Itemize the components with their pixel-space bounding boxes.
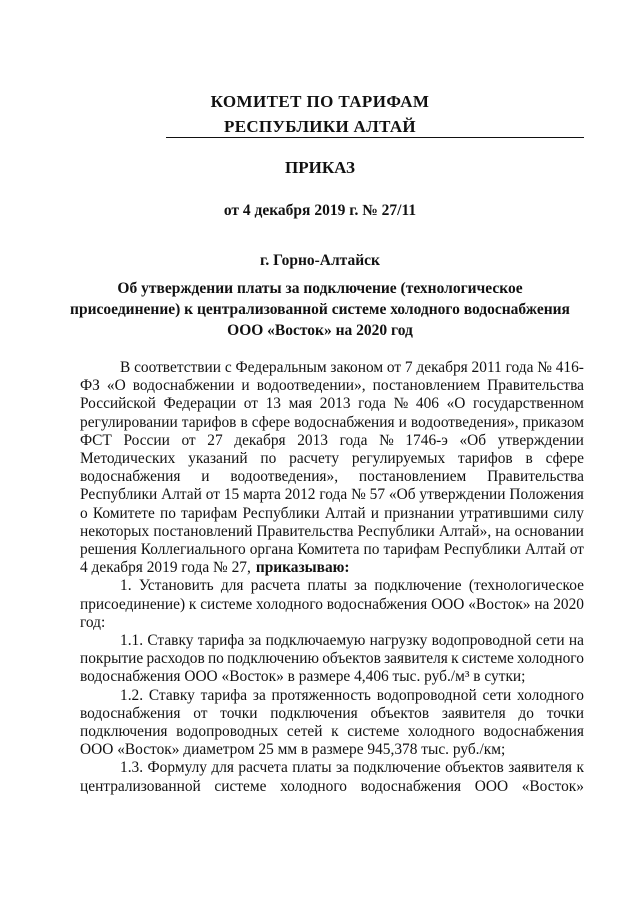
text-line: водоснабжения от точки подключения объектов заявителя до точки (80, 704, 584, 722)
text-line: 1.3. Формулу для расчета платы за подключение объектов заявителя к (120, 759, 584, 777)
preamble-date: 4 декабря 2019 года № 27, (80, 559, 251, 577)
order-city: г. Горно-Алтайск (260, 252, 380, 269)
subject-line: присоединение) к централизованной системе холодного водоснабжения (70, 301, 570, 318)
clause-1-2 (80, 687, 584, 760)
text-line: 1.1. Ставку тарифа за подключаемую нагрузку водопроводной сети на (120, 632, 584, 650)
header-divider (166, 137, 584, 138)
text-line: ФЗ «О водоснабжении и водоотведении», постановлением Правительства (80, 377, 584, 395)
text-line: ФСТ России от 27 декабря 2013 года № 1746-э «Об утверждении (80, 431, 584, 449)
subject-line: ООО «Восток» на 2020 год (227, 322, 413, 339)
text-line: подключения водопроводных сетей к системе холодного водоснабжения (80, 723, 584, 741)
order-title: ПРИКАЗ (285, 158, 355, 177)
preamble-paragraph (80, 359, 584, 577)
order-subject (0, 278, 640, 341)
order-date: от 4 декабря 2019 г. № 27/11 (223, 202, 417, 219)
subject-line: Об утверждении платы за подключение (технологическое (117, 280, 523, 297)
text-line: покрытие расходов по подключению объектов заявителя к системе холодного (80, 650, 584, 668)
text-line (80, 559, 584, 577)
text-line: 1. Установить для расчета платы за подключение (технологическое (120, 577, 584, 595)
committee-title: КОМИТЕТ ПО ТАРИФАМ (210, 92, 430, 111)
text-line: 1.2. Ставку тарифа за протяженность водопроводной сети холодного (120, 686, 584, 704)
text-line: присоединение) к системе холодного водоснабжения ООО «Восток» на 2020 (80, 595, 584, 613)
clause-1 (80, 577, 584, 632)
text-line: Российской Федерации от 13 мая 2013 года № 406 «О государственном (80, 395, 584, 413)
order-body (80, 359, 584, 796)
text-line: решения Коллегиального органа Комитета по тарифам Республики Алтай от (80, 541, 584, 559)
text-line: регулировании тарифов в сфере водоснабжения и водоотведения», приказом (80, 413, 584, 431)
text-line: В соответствии с Федеральным законом от 7 декабря 2011 года № 416- (120, 359, 584, 376)
text-line: централизованной системе холодного водоснабжения ООО «Восток» (80, 777, 584, 795)
text-line: водоснабжения ООО «Восток» в размере 4,406 тыс. руб./м³ в сутки; (80, 668, 526, 686)
text-line: год: (80, 613, 106, 631)
text-line: водоснабжения и водоотведения», постановлением Правительства (80, 468, 584, 486)
order-keyword: приказываю: (255, 559, 350, 577)
republic-title: РЕСПУБЛИКИ АЛТАЙ (224, 117, 416, 136)
text-line: Методических указаний по расчету регулируемых тарифов в сфере (80, 450, 584, 468)
clause-1-1 (80, 632, 584, 687)
clause-1-3 (80, 759, 584, 795)
text-line: о Комитете по тарифам Республики Алтай и признании утратившими силу (80, 504, 584, 522)
text-line: Республики Алтай от 15 марта 2012 года № 57 «Об утверждении Положения (80, 486, 584, 504)
text-line: некоторых постановлений Правительства Республики Алтай», на основании (80, 522, 584, 540)
text-line: ООО «Восток» диаметром 25 мм в размере 945,378 тыс. руб./км; (80, 741, 506, 759)
